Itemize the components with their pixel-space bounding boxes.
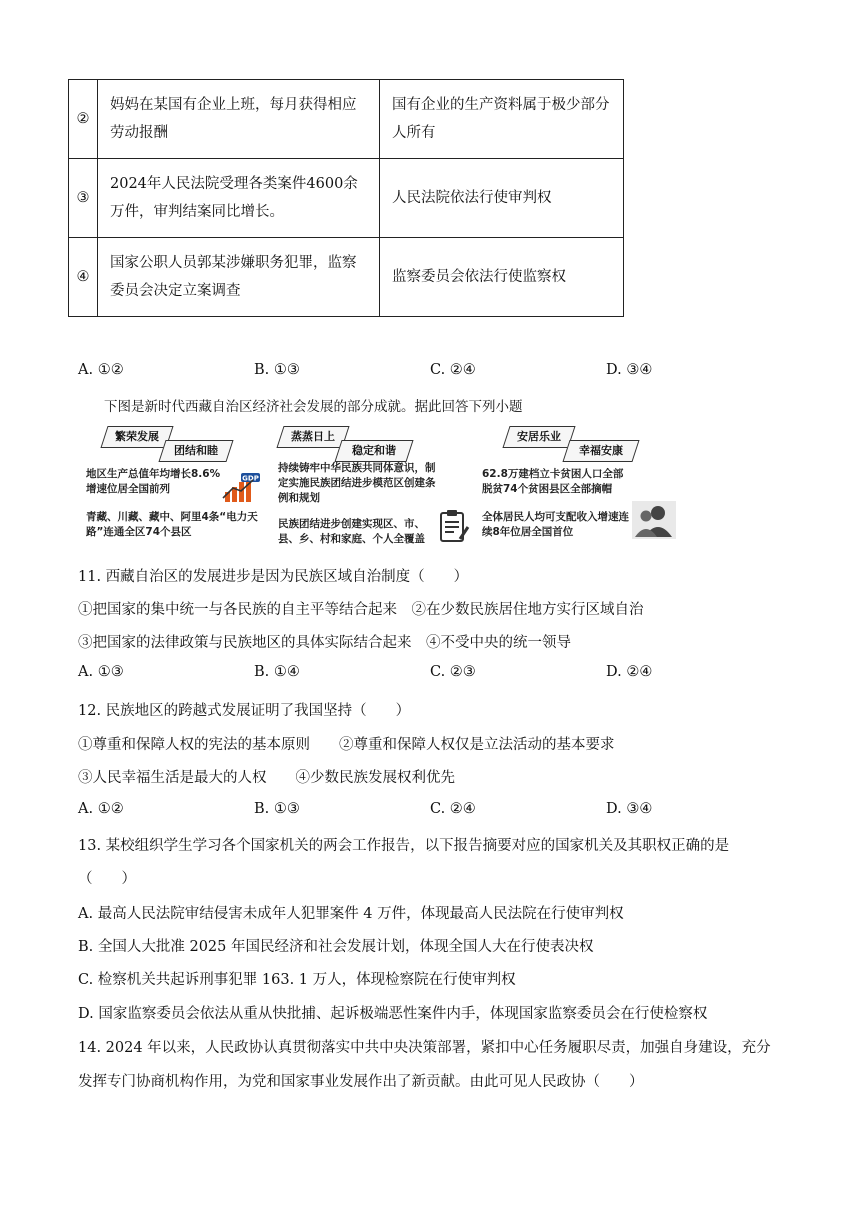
clipboard-icon bbox=[438, 509, 470, 543]
table-row bbox=[69, 80, 624, 159]
q13-option-b[interactable]: B. 全国人大批准 2025 年国民经济和社会发展计划，体现全国人大在行使表决权 bbox=[78, 939, 594, 955]
infographic-intro: 下图是新时代西藏自治区经济社会发展的部分成就。据此回答下列小题 bbox=[104, 399, 523, 415]
q14-stem-2: 发挥专门协商机构作用，为党和国家事业发展作出了新贡献。由此可见人民政协（ ） bbox=[78, 1074, 644, 1090]
q12-statements-2: ③人民幸福生活是最大的人权 ④少数民族发展权利优先 bbox=[78, 770, 455, 786]
gdp-label: GDP bbox=[242, 474, 259, 483]
row-conclusion: 人民法院依法行使审判权 bbox=[380, 159, 624, 238]
q14-stem-1: 14. 2024 年以来，人民政协认真贯彻落实中共中央决策部署，紧扣中心任务履职尽责，加强自身建设，充分 bbox=[78, 1040, 771, 1056]
q11-statements-1: ①把国家的集中统一与各民族的自主平等结合起来 ②在少数民族居住地方实行区域自治 bbox=[78, 602, 644, 618]
col3-poverty-text: 62.8万建档立卡贫困人口全部脱贫74个贫困县区全部摘帽 bbox=[482, 468, 624, 495]
q11-option-d[interactable]: D. ②④ bbox=[606, 664, 653, 680]
col3-income-text: 全体居民人均可支配收入增速连续8年位居全国首位 bbox=[482, 511, 629, 538]
q11-stem: 11. 西藏自治区的发展进步是因为民族区域自治制度（ ） bbox=[78, 569, 469, 585]
q12-option-c[interactable]: C. ②④ bbox=[430, 801, 476, 817]
tag-stability: 稳定和谐 bbox=[334, 440, 413, 462]
row-conclusion: 国有企业的生产资料属于极少部分人所有 bbox=[380, 80, 624, 159]
col1-gdp-text: 地区生产总值年均增长8.6%增速位居全国前列 bbox=[86, 468, 221, 495]
row-statement: 国家公职人员郭某涉嫌职务犯罪，监察委员会决定立案调查 bbox=[98, 238, 380, 317]
table-row bbox=[69, 238, 624, 317]
q12-option-b[interactable]: B. ①③ bbox=[254, 801, 300, 817]
gdp-chart-icon bbox=[221, 472, 261, 504]
q12-statements-1: ①尊重和保障人权的宪法的基本原则 ②尊重和保障人权仅是立法活动的基本要求 bbox=[78, 737, 615, 753]
row-statement: 妈妈在某国有企业上班，每月获得相应劳动报酬 bbox=[98, 80, 380, 159]
col1-power-text: 青藏、川藏、藏中、阿里4条“电力天路”连通全区74个县区 bbox=[86, 511, 258, 538]
row-conclusion: 监察委员会依法行使监察权 bbox=[380, 238, 624, 317]
q11-option-b[interactable]: B. ①④ bbox=[254, 664, 300, 680]
tag-happiness: 幸福安康 bbox=[562, 440, 639, 462]
table-row bbox=[69, 159, 624, 238]
row-number: ④ bbox=[69, 238, 98, 317]
q12-stem: 12. 民族地区的跨越式发展证明了我国坚持（ ） bbox=[78, 703, 411, 719]
q10-option-c[interactable]: C. ②④ bbox=[430, 362, 476, 378]
q12-option-d[interactable]: D. ③④ bbox=[606, 801, 653, 817]
q10-option-b[interactable]: B. ①③ bbox=[254, 362, 300, 378]
row-number: ② bbox=[69, 80, 98, 159]
col2-unity-text: 民族团结进步创建实现区、市、县、乡、村和家庭、个人全覆盖 bbox=[278, 518, 425, 545]
tag-prosperity: 繁荣发展 bbox=[100, 426, 173, 448]
q11-statements-2: ③把国家的法律政策与民族地区的具体实际结合起来 ④不受中央的统一领导 bbox=[78, 635, 571, 651]
q13-option-a[interactable]: A. 最高人民法院审结侵害未成年人犯罪案件 4 万件，体现最高人民法院在行使审判权 bbox=[78, 906, 624, 922]
col2-community-text: 持续铸牢中华民族共同体意识，制定实施民族团结进步模范区创建条例和规划 bbox=[278, 462, 436, 504]
statement-table bbox=[68, 79, 624, 317]
q11-option-a[interactable]: A. ①③ bbox=[78, 664, 124, 680]
tag-thriving: 蒸蒸日上 bbox=[276, 426, 349, 448]
row-number: ③ bbox=[69, 159, 98, 238]
q10-option-a[interactable]: A. ①② bbox=[78, 362, 124, 378]
q11-option-c[interactable]: C. ②③ bbox=[430, 664, 476, 680]
q13-stem: 13. 某校组织学生学习各个国家机关的两会工作报告，以下报告摘要对应的国家机关及其职权正确的是 bbox=[78, 838, 730, 854]
q13-stem-cont: （ ） bbox=[78, 871, 136, 887]
tag-unity: 团结和睦 bbox=[158, 440, 233, 462]
row-statement: 2024年人民法院受理各类案件4600余万件，审判结案同比增长。 bbox=[98, 159, 380, 238]
tag-peaceful-living: 安居乐业 bbox=[502, 426, 575, 448]
q13-option-c[interactable]: C. 检察机关共起诉刑事犯罪 163. 1 万人，体现检察院在行使审判权 bbox=[78, 972, 516, 988]
q10-option-d[interactable]: D. ③④ bbox=[606, 362, 653, 378]
q13-option-d[interactable]: D. 国家监察委员会依法从重从快批捕、起诉极端恶性案件内手，体现国家监察委员会在行使检察权 bbox=[78, 1006, 708, 1022]
people-icon bbox=[632, 501, 676, 539]
q12-option-a[interactable]: A. ①② bbox=[78, 801, 124, 817]
